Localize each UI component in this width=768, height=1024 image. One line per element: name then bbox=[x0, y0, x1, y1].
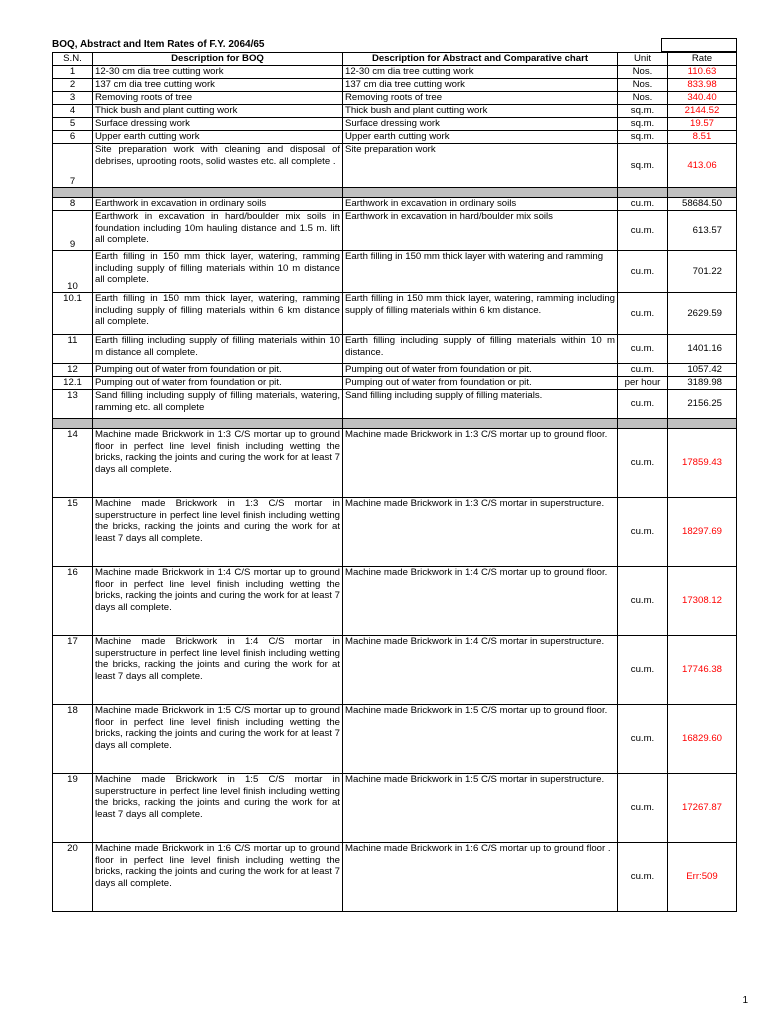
rate-cell: 110.63 bbox=[668, 66, 737, 79]
header-row bbox=[53, 53, 737, 66]
sn-cell: 8 bbox=[53, 198, 93, 211]
separator-cell bbox=[343, 419, 618, 429]
unit-cell: cu.m. bbox=[618, 774, 668, 843]
boq-description-cell: 12-30 cm dia tree cutting work bbox=[93, 66, 343, 79]
rate-cell: 1401.16 bbox=[668, 335, 737, 364]
unit-cell: cu.m. bbox=[618, 429, 668, 498]
table-row bbox=[53, 92, 737, 105]
section-separator-row bbox=[53, 188, 737, 198]
title-box bbox=[661, 38, 737, 52]
boq-description-cell: Earth filling in 150 mm thick layer, watering, ramming including supply of filling materials within 10 m distance all complete. bbox=[93, 251, 343, 293]
abstract-description-cell: Machine made Brickwork in 1:4 C/S mortar up to ground floor. bbox=[343, 567, 618, 636]
sn-cell: 1 bbox=[53, 66, 93, 79]
unit-cell: cu.m. bbox=[618, 211, 668, 251]
rate-cell: 340.40 bbox=[668, 92, 737, 105]
abstract-description-cell: Upper earth cutting work bbox=[343, 131, 618, 144]
sn-cell: 15 bbox=[53, 498, 93, 567]
header-unit: Unit bbox=[618, 53, 668, 66]
sn-cell: 13 bbox=[53, 390, 93, 419]
abstract-description-cell: Sand filling including supply of filling materials. bbox=[343, 390, 618, 419]
unit-cell: cu.m. bbox=[618, 843, 668, 912]
unit-cell: cu.m. bbox=[618, 636, 668, 705]
sn-cell: 10 bbox=[53, 251, 93, 293]
rate-cell: 3189.98 bbox=[668, 377, 737, 390]
boq-sheet bbox=[52, 38, 736, 912]
boq-description-cell: Machine made Brickwork in 1:3 C/S mortar up to ground floor in perfect line level finish including wetting the bricks, racking the joints and curing the work for at least 7 days all complete. bbox=[93, 429, 343, 498]
rate-cell: Err:509 bbox=[668, 843, 737, 912]
abstract-description-cell: Thick bush and plant cutting work bbox=[343, 105, 618, 118]
unit-cell: cu.m. bbox=[618, 390, 668, 419]
abstract-description-cell: Machine made Brickwork in 1:4 C/S mortar in superstructure. bbox=[343, 636, 618, 705]
unit-cell: cu.m. bbox=[618, 498, 668, 567]
boq-description-cell: Earthwork in excavation in ordinary soils bbox=[93, 198, 343, 211]
boq-description-cell: Earth filling in 150 mm thick layer, watering, ramming including supply of filling materials within 6 km distance all complete. bbox=[93, 293, 343, 335]
unit-cell: sq.m. bbox=[618, 131, 668, 144]
rate-cell: 8.51 bbox=[668, 131, 737, 144]
rate-cell: 19.57 bbox=[668, 118, 737, 131]
table-row bbox=[53, 705, 737, 774]
sn-cell: 20 bbox=[53, 843, 93, 912]
rate-cell: 16829.60 bbox=[668, 705, 737, 774]
rate-cell: 2156.25 bbox=[668, 390, 737, 419]
sn-cell: 9 bbox=[53, 211, 93, 251]
boq-description-cell: Earth filling including supply of filling materials within 10 m distance all complete. bbox=[93, 335, 343, 364]
page-number: 1 bbox=[742, 995, 748, 1006]
page-title: BOQ, Abstract and Item Rates of F.Y. 2064/65 bbox=[52, 39, 265, 50]
table-row bbox=[53, 377, 737, 390]
rate-cell: 58684.50 bbox=[668, 198, 737, 211]
abstract-description-cell: Earth filling in 150 mm thick layer, watering, ramming including supply of filling materials within 6 km distance. bbox=[343, 293, 618, 335]
unit-cell: sq.m. bbox=[618, 118, 668, 131]
table-row bbox=[53, 843, 737, 912]
boq-description-cell: Machine made Brickwork in 1:4 C/S mortar in superstructure in perfect line level finish including wetting the bricks, racking the joints and curing the work for at least 7 days all complete. bbox=[93, 636, 343, 705]
unit-cell: cu.m. bbox=[618, 567, 668, 636]
boq-description-cell: Pumping out of water from foundation or pit. bbox=[93, 364, 343, 377]
separator-cell bbox=[53, 188, 93, 198]
rate-cell: 17267.87 bbox=[668, 774, 737, 843]
table-row bbox=[53, 118, 737, 131]
rate-cell: 17746.38 bbox=[668, 636, 737, 705]
title-row bbox=[52, 38, 736, 52]
abstract-description-cell: Earthwork in excavation in ordinary soils bbox=[343, 198, 618, 211]
sn-cell: 14 bbox=[53, 429, 93, 498]
header-abstract: Description for Abstract and Comparative chart bbox=[343, 53, 618, 66]
boq-description-cell: Machine made Brickwork in 1:6 C/S mortar up to ground floor in perfect line level finish including wetting the bricks, racking the joints and curing the work for at least 7 days all complete. bbox=[93, 843, 343, 912]
abstract-description-cell: 137 cm dia tree cutting work bbox=[343, 79, 618, 92]
separator-cell bbox=[53, 419, 93, 429]
boq-description-cell: 137 cm dia tree cutting work bbox=[93, 79, 343, 92]
sn-cell: 12.1 bbox=[53, 377, 93, 390]
sn-cell: 18 bbox=[53, 705, 93, 774]
abstract-description-cell: Machine made Brickwork in 1:3 C/S mortar in superstructure. bbox=[343, 498, 618, 567]
table-row bbox=[53, 774, 737, 843]
abstract-description-cell: Machine made Brickwork in 1:3 C/S mortar up to ground floor. bbox=[343, 429, 618, 498]
abstract-description-cell: Pumping out of water from foundation or pit. bbox=[343, 377, 618, 390]
table-row bbox=[53, 144, 737, 188]
abstract-description-cell: Machine made Brickwork in 1:5 C/S mortar in superstructure. bbox=[343, 774, 618, 843]
boq-table bbox=[52, 52, 737, 912]
rate-cell: 17308.12 bbox=[668, 567, 737, 636]
abstract-description-cell: 12-30 cm dia tree cutting work bbox=[343, 66, 618, 79]
header-rate: Rate bbox=[668, 53, 737, 66]
abstract-description-cell: Earth filling including supply of filling materials within 10 m distance. bbox=[343, 335, 618, 364]
boq-description-cell: Machine made Brickwork in 1:5 C/S mortar in superstructure in perfect line level finish including wetting the bricks, racking the joints and curing the work for at least 7 days all complete. bbox=[93, 774, 343, 843]
unit-cell: cu.m. bbox=[618, 251, 668, 293]
boq-description-cell: Machine made Brickwork in 1:4 C/S mortar up to ground floor in perfect line level finish including wetting the bricks, racking the joints and curing the work for at least 7 days all complete. bbox=[93, 567, 343, 636]
sn-cell: 4 bbox=[53, 105, 93, 118]
abstract-description-cell: Removing roots of tree bbox=[343, 92, 618, 105]
separator-cell bbox=[668, 419, 737, 429]
boq-description-cell: Machine made Brickwork in 1:5 C/S mortar up to ground floor in perfect line level finish including wetting the bricks, racking the joints and curing the work for at least 7 days all complete. bbox=[93, 705, 343, 774]
unit-cell: cu.m. bbox=[618, 364, 668, 377]
table-row bbox=[53, 251, 737, 293]
boq-description-cell: Upper earth cutting work bbox=[93, 131, 343, 144]
table-row bbox=[53, 364, 737, 377]
boq-description-cell: Site preparation work with cleaning and disposal of debrises, uprooting roots, solid wastes etc. all complete . bbox=[93, 144, 343, 188]
unit-cell: sq.m. bbox=[618, 105, 668, 118]
table-row bbox=[53, 567, 737, 636]
abstract-description-cell: Site preparation work bbox=[343, 144, 618, 188]
header-sn: S.N. bbox=[53, 53, 93, 66]
abstract-description-cell: Machine made Brickwork in 1:5 C/S mortar up to ground floor. bbox=[343, 705, 618, 774]
rate-cell: 833.98 bbox=[668, 79, 737, 92]
table-row bbox=[53, 66, 737, 79]
boq-description-cell: Machine made Brickwork in 1:3 C/S mortar in superstructure in perfect line level finish including wetting the bricks, racking the joints and curing the work for at least 7 days all complete. bbox=[93, 498, 343, 567]
rate-cell: 18297.69 bbox=[668, 498, 737, 567]
separator-cell bbox=[93, 188, 343, 198]
table-row bbox=[53, 429, 737, 498]
abstract-description-cell: Surface dressing work bbox=[343, 118, 618, 131]
table-row bbox=[53, 79, 737, 92]
sn-cell: 17 bbox=[53, 636, 93, 705]
sn-cell: 16 bbox=[53, 567, 93, 636]
unit-cell: cu.m. bbox=[618, 198, 668, 211]
sn-cell: 3 bbox=[53, 92, 93, 105]
sn-cell: 7 bbox=[53, 144, 93, 188]
sn-cell: 10.1 bbox=[53, 293, 93, 335]
table-row bbox=[53, 498, 737, 567]
table-row bbox=[53, 198, 737, 211]
table-row bbox=[53, 293, 737, 335]
boq-description-cell: Sand filling including supply of filling materials, watering, ramming etc. all complete bbox=[93, 390, 343, 419]
table-row bbox=[53, 390, 737, 419]
unit-cell: cu.m. bbox=[618, 705, 668, 774]
rate-cell: 413.06 bbox=[668, 144, 737, 188]
sn-cell: 2 bbox=[53, 79, 93, 92]
unit-cell: cu.m. bbox=[618, 293, 668, 335]
rate-cell: 1057.42 bbox=[668, 364, 737, 377]
table-row bbox=[53, 105, 737, 118]
table-row bbox=[53, 636, 737, 705]
unit-cell: sq.m. bbox=[618, 144, 668, 188]
sn-cell: 6 bbox=[53, 131, 93, 144]
boq-description-cell: Surface dressing work bbox=[93, 118, 343, 131]
header-boq: Description for BOQ bbox=[93, 53, 343, 66]
abstract-description-cell: Machine made Brickwork in 1:6 C/S mortar up to ground floor . bbox=[343, 843, 618, 912]
unit-cell: Nos. bbox=[618, 66, 668, 79]
table-row bbox=[53, 335, 737, 364]
boq-description-cell: Thick bush and plant cutting work bbox=[93, 105, 343, 118]
sn-cell: 11 bbox=[53, 335, 93, 364]
separator-cell bbox=[618, 419, 668, 429]
rate-cell: 613.57 bbox=[668, 211, 737, 251]
unit-cell: per hour bbox=[618, 377, 668, 390]
unit-cell: Nos. bbox=[618, 79, 668, 92]
rate-cell: 2144.52 bbox=[668, 105, 737, 118]
separator-cell bbox=[343, 188, 618, 198]
boq-description-cell: Removing roots of tree bbox=[93, 92, 343, 105]
separator-cell bbox=[93, 419, 343, 429]
abstract-description-cell: Pumping out of water from foundation or pit. bbox=[343, 364, 618, 377]
abstract-description-cell: Earthwork in excavation in hard/boulder mix soils bbox=[343, 211, 618, 251]
table-row bbox=[53, 131, 737, 144]
boq-body bbox=[53, 66, 737, 912]
unit-cell: Nos. bbox=[618, 92, 668, 105]
separator-cell bbox=[668, 188, 737, 198]
abstract-description-cell: Earth filling in 150 mm thick layer with watering and ramming bbox=[343, 251, 618, 293]
rate-cell: 701.22 bbox=[668, 251, 737, 293]
section-separator-row bbox=[53, 419, 737, 429]
rate-cell: 2629.59 bbox=[668, 293, 737, 335]
unit-cell: cu.m. bbox=[618, 335, 668, 364]
table-row bbox=[53, 211, 737, 251]
rate-cell: 17859.43 bbox=[668, 429, 737, 498]
boq-description-cell: Earthwork in excavation in hard/boulder mix soils in foundation including 10m hauling distance and 1.5 m. lift all complete. bbox=[93, 211, 343, 251]
sn-cell: 19 bbox=[53, 774, 93, 843]
sn-cell: 12 bbox=[53, 364, 93, 377]
boq-description-cell: Pumping out of water from foundation or pit. bbox=[93, 377, 343, 390]
sn-cell: 5 bbox=[53, 118, 93, 131]
separator-cell bbox=[618, 188, 668, 198]
